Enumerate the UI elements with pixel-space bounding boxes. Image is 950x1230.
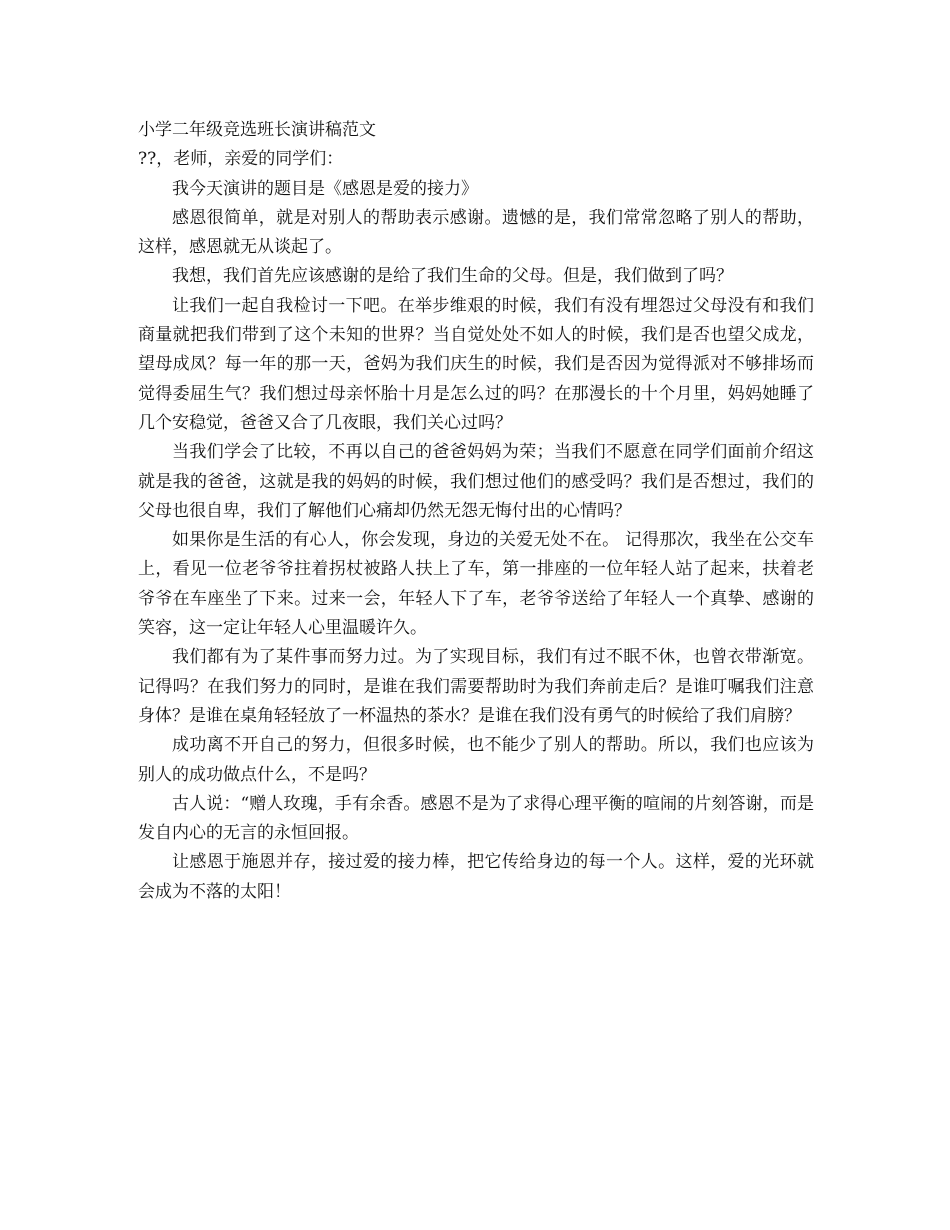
paragraph-conclusion: 让感恩于施恩并存，接过爱的接力棒，把它传给身边的每一个人。这样，爱的光环就会成为不落的太阳！ xyxy=(138,852,814,902)
document-body xyxy=(138,116,814,907)
paragraph-ancient-saying: 古人说：“赠人玫瑰，手有余香。感恩不是为了求得心理平衡的喧闹的片刻答谢，而是发自内心的无言的永恒回报。 xyxy=(138,793,814,844)
salutation: ??，老师，亲爱的同学们： xyxy=(138,149,344,170)
paragraph-gratitude-definition: 感恩很简单，就是对别人的帮助表示感谢。遗憾的是，我们常常忽略了别人的帮助，这样，感恩就无从谈起了。 xyxy=(138,207,814,258)
paragraph-parents-question: 我想，我们首先应该感谢的是给了我们生命的父母。但是，我们做到了吗？ xyxy=(172,266,733,287)
paragraph-bus-story: 如果你是生活的有心人，你会发现，身边的关爱无处不在。 记得那次，我坐在公交车上，看见一位老爷爷拄着拐杖被路人扶上了车，第一排座的一位年轻人站了起来，扶着老爷爷在车座坐了下来。过来一会，年轻人下了车，老爷爷送给了年轻人一个真挚、感谢的笑容，这一定让年轻人心里温暖许久。 xyxy=(138,530,814,639)
paragraph-self-reflection: 让我们一起自我检讨一下吧。在举步维艰的时候，我们有没有埋怨过父母没有和我们商量就把我们带到了这个未知的世界？当自觉处处不如人的时候，我们是否也望父成龙，望母成凤？每一年的那一天，爸妈为我们庆生的时候，我们是否因为觉得派对不够排场而觉得委屈生气？我们想过母亲怀胎十月是怎么过的吗？在那漫长的十个月里，妈妈她睡了几个安稳觉，爸爸又合了几夜眼，我们关心过吗？ xyxy=(138,295,814,433)
paragraph-topic: 我今天演讲的题目是《感恩是爱的接力》 xyxy=(172,178,478,199)
paragraph-success: 成功离不开自己的努力，但很多时候，也不能少了别人的帮助。所以，我们也应该为别人的成功做点什么，不是吗？ xyxy=(138,735,814,785)
paragraph-comparison: 当我们学会了比较，不再以自己的爸爸妈妈为荣；当我们不愿意在同学们面前介绍这就是我的爸爸，这就是我的妈妈的时候，我们想过他们的感受吗？我们是否想过，我们的父母也很自卑，我们了解他们心痛却仍然无怨无悔付出的心情吗？ xyxy=(138,442,814,521)
document-title: 小学二年级竞选班长演讲稿范文 xyxy=(138,120,376,140)
paragraph-effort: 我们都有为了某件事而努力过。为了实现目标，我们有过不眠不休，也曾衣带渐宽。记得吗？在我们努力的同时，是谁在我们需要帮助时为我们奔前走后？是谁叮嘱我们注意身体？是谁在桌角轻轻放了一杯温热的茶水？是谁在我们没有勇气的时候给了我们肩膀？ xyxy=(138,647,814,726)
